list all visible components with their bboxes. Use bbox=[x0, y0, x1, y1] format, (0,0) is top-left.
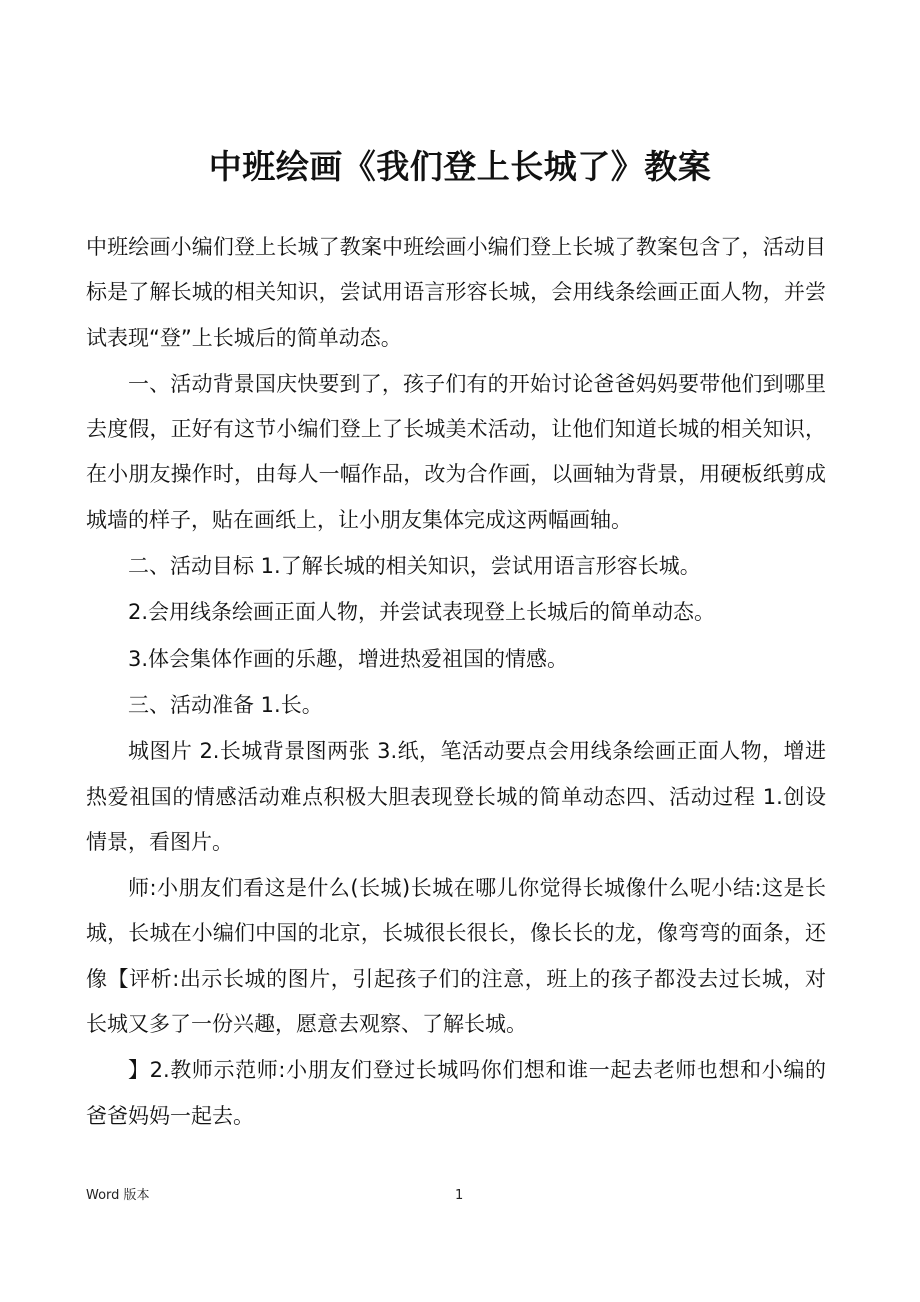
footer-version-label: Word 版本 bbox=[86, 1188, 150, 1203]
paragraph-background: 一、活动背景国庆快要到了，孩子们有的开始讨论爸爸妈妈要带他们到哪里去度假，正好有这节小编们登上了长城美术活动，让他们知道长城的相关知识，在小朋友操作时，由每人一幅作品，改为合作画，以画轴为背景，用硬板纸剪成城墙的样子，贴在画纸上，让小朋友集体完成这两幅画轴。 bbox=[86, 371, 826, 532]
paragraph-teacher-question: 师:小朋友们看这是什么(长城)长城在哪儿你觉得长城像什么呢小结:这是长城，长城在小编们中国的北京，长城很长很长，像长长的龙，像弯弯的面条，还像【评析:出示长城的图片，引起孩子们的注意，班上的孩子都没去过长城，对长城又多了一份兴趣，愿意去观察、了解长城。 bbox=[86, 876, 826, 1037]
footer-page-number: 1 bbox=[455, 1188, 464, 1203]
paragraph-goal-1: 二、活动目标 1.了解长城的相关知识，尝试用语言形容长城。 bbox=[128, 554, 701, 579]
paragraph-goal-2: 2.会用线条绘画正面人物，并尝试表现登上长城后的简单动态。 bbox=[128, 600, 716, 625]
paragraph-intro: 中班绘画小编们登上长城了教案中班绘画小编们登上长城了教案包含了，活动目标是了解长城的相关知识，尝试用语言形容长城，会用线条绘画正面人物，并尝试表现“登”上长城后的简单动态。 bbox=[86, 235, 826, 350]
document-title: 中班绘画《我们登上长城了》教案 bbox=[208, 147, 712, 186]
paragraph-demonstration: 】2.教师示范师:小朋友们登过长城吗你们想和谁一起去老师也想和小编的爸爸妈妈一起去。 bbox=[86, 1058, 826, 1128]
paragraph-preparation: 三、活动准备 1.长。 bbox=[128, 692, 323, 717]
paragraph-materials: 城图片 2.长城背景图两张 3.纸，笔活动要点会用线条绘画正面人物，增进热爱祖国的情感活动难点积极大胆表现登长城的简单动态四、活动过程 1.创设情景，看图片。 bbox=[86, 739, 826, 854]
paragraph-goal-3: 3.体会集体作画的乐趣，增进热爱祖国的情感。 bbox=[128, 646, 569, 671]
document-body bbox=[86, 225, 826, 1140]
